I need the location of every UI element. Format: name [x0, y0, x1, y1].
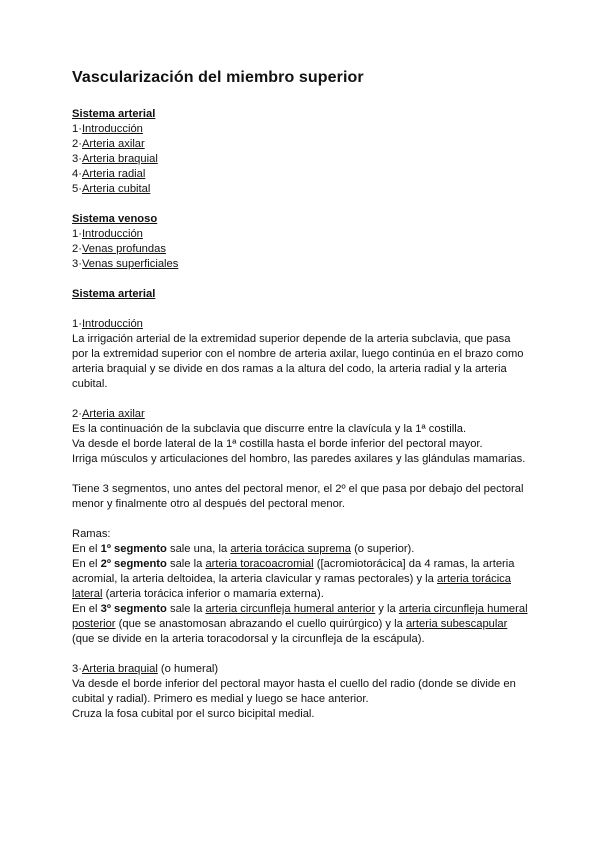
- toc-item-number: 1·: [72, 228, 82, 240]
- text-run: (que se anastomosan abrazando el cuello quirúrgico) y la: [115, 618, 406, 630]
- toc-item-number: 3·: [72, 258, 82, 270]
- subsection-link[interactable]: Introducción: [81, 318, 143, 330]
- spacer: [72, 512, 528, 527]
- toc-item[interactable]: [72, 227, 528, 242]
- subsection-number: 3·: [72, 663, 82, 675]
- subsection-title-axilar: [72, 407, 528, 422]
- text-run: sale la: [166, 603, 206, 615]
- toc-item[interactable]: [72, 122, 528, 137]
- toc-heading-venoso: Sistema venoso: [72, 213, 158, 225]
- toc-item-link[interactable]: Venas superficiales: [81, 258, 179, 270]
- toc-item-link[interactable]: Arteria axilar: [81, 138, 145, 150]
- toc-item[interactable]: [72, 167, 528, 182]
- subsection-number: 1·: [72, 318, 82, 330]
- axilar-line: Irriga músculos y articulaciones del hombro, las paredes axilares y las glándulas mamarias.: [72, 453, 526, 465]
- text-run: ([acromiotorácica] da 4 ramas, la arteria acromial, la arteria deltoidea, la arteria clavicular y ramas pectorales) y la: [72, 558, 515, 585]
- toc-item-link[interactable]: Introducción: [81, 123, 143, 135]
- artery-link[interactable]: arteria circunfleja humeral anterior: [205, 603, 376, 615]
- text-run: En el: [72, 558, 101, 570]
- toc-item[interactable]: [72, 182, 528, 197]
- segment-label: 3º segmento: [100, 603, 167, 615]
- toc-list-arterial: [72, 122, 528, 197]
- toc-item-link[interactable]: Introducción: [81, 228, 143, 240]
- toc-heading-arterial: Sistema arterial: [72, 108, 156, 120]
- toc-item-number: 2·: [72, 243, 82, 255]
- text-run: (o superior).: [350, 543, 415, 555]
- document-title: Vascularización del miembro superior: [72, 69, 364, 86]
- spacer: [72, 197, 528, 212]
- segment-label: 2º segmento: [100, 558, 167, 570]
- axilar-line: Es la continuación de la subclavia que discurre entre la clavícula y la 1ª costilla.: [72, 423, 467, 435]
- spacer: [72, 467, 528, 482]
- subsection-title-intro: [72, 317, 528, 332]
- toc-item-number: 2·: [72, 138, 82, 150]
- text-run: sale una, la: [166, 543, 231, 555]
- segment-1-paragraph: [72, 542, 528, 557]
- spacer: [72, 392, 528, 407]
- spacer: [72, 647, 528, 662]
- toc-item-number: 5·: [72, 183, 82, 195]
- toc-item[interactable]: [72, 152, 528, 167]
- axilar-line: Va desde el borde lateral de la 1ª costilla hasta el borde inferior del pectoral mayor.: [72, 438, 483, 450]
- toc-item-number: 3·: [72, 153, 82, 165]
- text-run: (arteria torácica inferior o mamaria externa).: [102, 588, 324, 600]
- segment-label: 1º segmento: [100, 543, 167, 555]
- segment-3-paragraph: [72, 602, 528, 647]
- toc-item-link[interactable]: Arteria braquial: [81, 153, 158, 165]
- braquial-line: Va desde el borde inferior del pectoral mayor hasta el cuello del radio (donde se divide en cubital y radial). Primero es medial y luego se hace anterior.: [72, 678, 516, 705]
- toc-item-link[interactable]: Venas profundas: [81, 243, 166, 255]
- braquial-line: Cruza la fosa cubital por el surco bicipital medial.: [72, 708, 315, 720]
- toc-item-link[interactable]: Arteria radial: [81, 168, 146, 180]
- toc-item[interactable]: [72, 257, 528, 272]
- toc-item-link[interactable]: Arteria cubital: [81, 183, 151, 195]
- subsection-title-braquial: [72, 662, 528, 677]
- subsection-link[interactable]: Arteria axilar: [81, 408, 145, 420]
- text-run: (o humeral): [157, 663, 219, 675]
- artery-link[interactable]: arteria toracoacromial: [205, 558, 314, 570]
- section-heading-arterial: Sistema arterial: [72, 288, 156, 300]
- text-run: sale la: [166, 558, 206, 570]
- subsection-link[interactable]: Arteria braquial: [81, 663, 158, 675]
- artery-link[interactable]: arteria torácica lateral: [72, 573, 511, 600]
- artery-link[interactable]: arteria torácica suprema: [230, 543, 351, 555]
- text-run: y la: [375, 603, 399, 615]
- intro-paragraph: La irrigación arterial de la extremidad superior depende de la arteria subclavia, que pasa por la extremidad superior con el nombre de arteria axilar, luego continúa en el brazo como arteria braquial y se divide en dos ramas a la altura del codo, la arteria radial y la arteria cubital.: [72, 333, 524, 390]
- artery-link[interactable]: arteria subescapular: [405, 618, 508, 630]
- toc-item-number: 1·: [72, 123, 82, 135]
- toc-list-venoso: [72, 227, 528, 272]
- text-run: En el: [72, 603, 101, 615]
- text-run: (que se divide en la arteria toracodorsal y la circunfleja de la escápula).: [72, 633, 425, 645]
- axilar-segments-paragraph: Tiene 3 segmentos, uno antes del pectoral menor, el 2º el que pasa por debajo del pectoral menor y finalmente otro al después del pectoral menor.: [72, 483, 524, 510]
- subsection-number: 2·: [72, 408, 82, 420]
- toc-item-number: 4·: [72, 168, 82, 180]
- spacer: [72, 302, 528, 317]
- segment-2-paragraph: [72, 557, 528, 602]
- artery-link[interactable]: arteria circunfleja humeral posterior: [72, 603, 528, 630]
- text-run: En el: [72, 543, 101, 555]
- ramas-label: Ramas:: [72, 528, 111, 540]
- spacer: [72, 272, 528, 287]
- toc-item[interactable]: [72, 242, 528, 257]
- toc-item[interactable]: [72, 137, 528, 152]
